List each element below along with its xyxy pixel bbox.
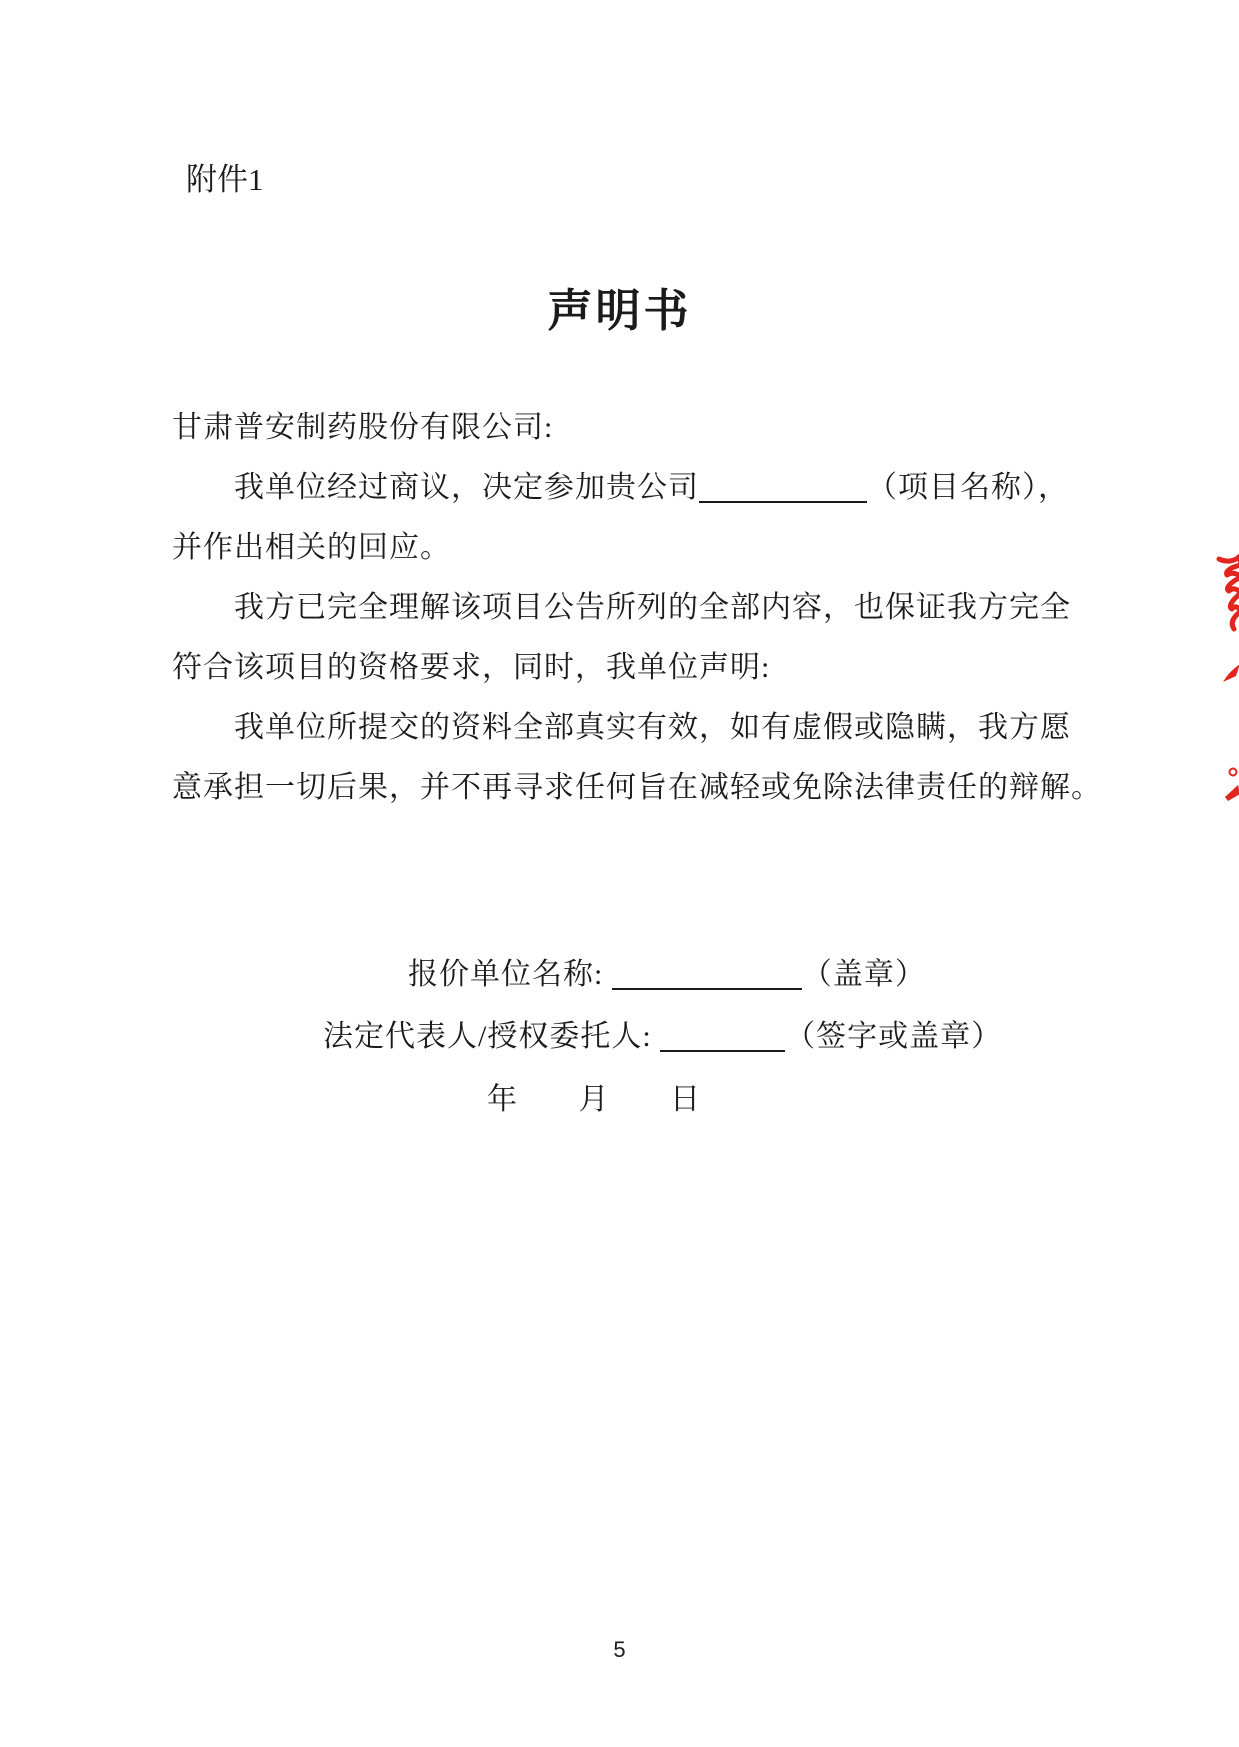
signature-company-line	[408, 945, 926, 1005]
red-seal-fragment-icon	[1215, 553, 1239, 633]
year-label: 年	[487, 1083, 518, 1116]
document-body	[172, 398, 1132, 818]
project-name-blank	[699, 501, 867, 503]
representative-label: 法定代表人/授权委托人:	[323, 1020, 652, 1053]
company-name-label: 报价单位名称:	[408, 958, 604, 991]
representative-signature-blank	[660, 1050, 785, 1052]
body-line: 我方已完全理解该项目公告所列的全部内容，也保证我方完全	[234, 591, 1071, 624]
red-seal-fragment-icon	[1221, 662, 1239, 686]
date-line	[487, 1070, 701, 1130]
page-number: 5	[613, 1637, 626, 1662]
month-label: 月	[578, 1083, 610, 1116]
company-name-blank	[612, 988, 802, 990]
red-seal-fragment-icon	[1221, 766, 1239, 804]
body-line: 并作出相关的回应。	[172, 531, 451, 564]
signature-representative-line	[323, 1007, 1002, 1067]
day-label: 日	[670, 1083, 701, 1116]
body-text: 我单位经过商议，决定参加贵公司	[234, 471, 699, 504]
sign-or-seal-note: （签字或盖章）	[785, 1020, 1003, 1053]
body-line: 我单位所提交的资料全部真实有效，如有虚假或隐瞒，我方愿	[234, 711, 1071, 744]
attachment-label: 附件1	[186, 162, 264, 197]
page-title: 声明书	[547, 286, 692, 336]
body-text: （项目名称），	[867, 471, 1069, 504]
salutation-line: 甘肃普安制药股份有限公司:	[172, 411, 554, 444]
body-line: 意承担一切后果，并不再寻求任何旨在减轻或免除法律责任的辩解。	[172, 771, 1102, 804]
body-line	[172, 458, 1132, 518]
seal-note: （盖章）	[801, 958, 926, 991]
body-line: 符合该项目的资格要求，同时，我单位声明:	[172, 651, 771, 684]
